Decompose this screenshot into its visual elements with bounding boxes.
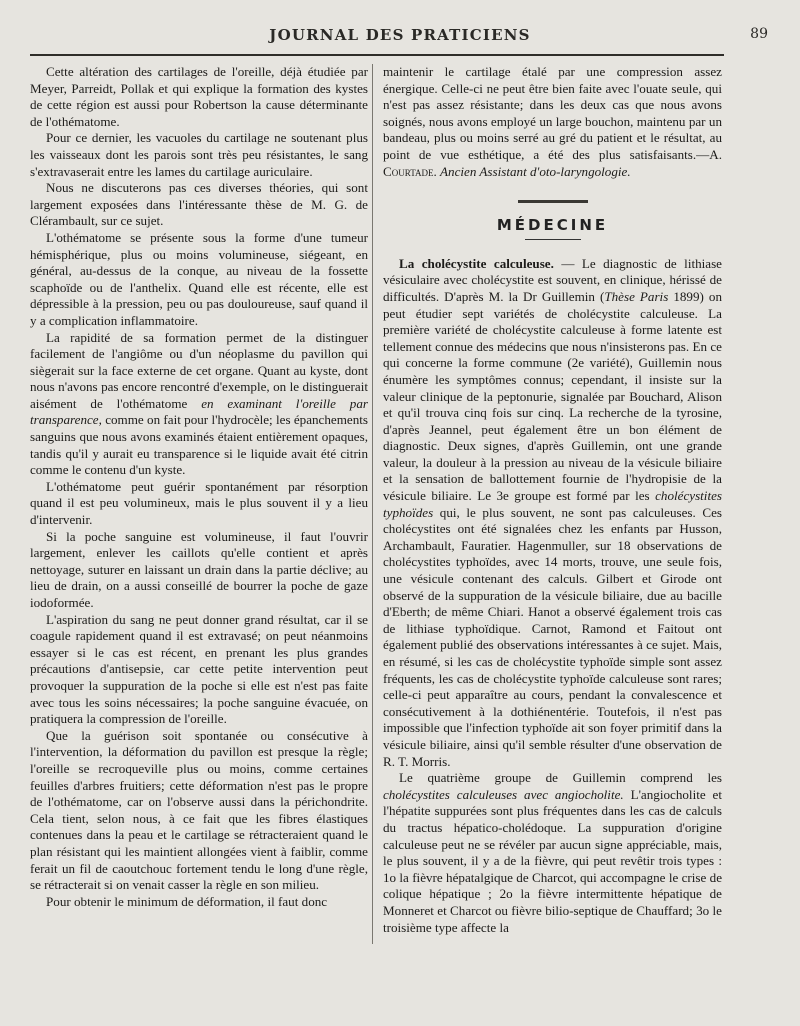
section-title: MÉDECINE (496, 216, 609, 235)
page-header (30, 26, 770, 50)
thesis-citation: Thèse Paris (604, 288, 669, 304)
right-column (383, 64, 722, 1014)
paragraph-text: maintenir le cartilage étalé par une compression assez énergique. Celle-ci ne peut être bien faite avec l'ouate seule, qui n'est pas assez résistante; dans les deux cas que nous avons soignés, nous avons employé un large bouchon, maintenu par un bandeau, plus ou moins serré au gré du patient et le résultat, au point de vue esthétique, a été des plus satisfaisants.— (383, 64, 722, 162)
paragraph-text: comme on fait pour l'hydrocèle; les épanchements sanguins que nous avons examinés étaient entièrement opaques, tandis qu'il y aurait eu transparence si le liquide avait été citrin comme le contenu d'un kyste. (30, 412, 368, 478)
paragraph-text: qui, le plus souvent, ne sont pas calculeuses. Ces cholécystites ont été signalées chez les enfants par Husson, Archambault, Fauratier. Hagenmuller, sur 18 observations de cholécystites typhoïdes, avec 14 morts, trouve, une seule fois, une vésicule contenant des calculs. Gilbert et Girode ont observé de la suppuration de la vésicule biliaire, due au bacille d'Eberth; de même Chiari. Hanot a observé également trois cas de lithiase typhoïdique. Carnot, Ramond et Faitout ont également publié des observations intéressantes à ce sujet. Mais, en résumé, si les cas de cholécystite typhoïde simple sont assez fréquents, les cas de cholécystite typhoïde calculeuse sont rares; celle-ci peut apparaître au cours, pendant la convalescence et consécutivement à la dothiénentérie. Toutefois, il n'est pas impossible que l'infection typhoïde ait son foyer primitif dans la vésicule biliaire, ainsi qu'il semble résulter d'une observation de R. T. Morris. (383, 504, 722, 769)
paragraph: L'othématome peut guérir spontanément par résorption quand il est peu volumineux, mais le plus souvent il y a lieu d'intervenir. (30, 478, 368, 528)
paragraph: Si la poche sanguine est volumineuse, il faut l'ouvrir largement, enlever les caillots qu'elle contient et après nettoyage, suturer en laissant un drain dans la partie déclive; au lieu de drain, on a aussi conseillé de bourrer la poche de gaze iodoformée. (30, 528, 368, 610)
paragraph: L'aspiration du sang ne peut donner grand résultat, car il se coagule rapidement quand il est extravasé; on peut néanmoins essayer si le cas est récent, en prenant les plus grandes précautions d'antisepsie, car cette petite intervention peut provoquer la suppuration de la poche si elle est n'est pas faite avec tous les soins nécessaires; la poche sanguine évacuée, on pratiquera la compression de l'oreille. (30, 611, 368, 727)
section-heading (383, 200, 722, 240)
italic-phrase: cholécystites calculeuses avec angiocholite. (383, 786, 624, 802)
paragraph (30, 330, 368, 479)
paragraph (383, 770, 722, 936)
section-rule (525, 239, 581, 240)
article-lead: La cholécystite calculeuse. (399, 255, 554, 271)
paragraph-text: 1899) on peut étudier sept variétés de cholécystite calculeuse. La première variété de cholécystite calculeuse à forme latente est tellement connue des médecins que nous n'insisterons pas. En ce qui concerne la forme commune (2e variété), Guillemin nous énumère les symptômes connus; cependant, il insiste sur la valeur clinique de la peptonurie, signalée par Bouchard, Alison et qu'il trouva cinq fois sur cinq. La recherche de la tyrosine, d'après Jeannel, peut également être un bon élément de diagnostic. Deux signes, d'après Guillemin, ont une grande valeur, la douleur à la pression au niveau de la vésicule biliaire et la sensation de ballottement fournie de l'hydropisie de la vésicule biliaire. Le 3e groupe est formé par les (383, 288, 722, 504)
paragraph: Pour obtenir le minimum de déformation, il faut donc (46, 893, 328, 909)
paragraph: L'othématome se présente sous la forme d'une tumeur hémisphérique, plus ou moins volumineuse, siégeant, en général, au-dessus de la conque, au niveau de la fossette scaphoïde ou de l'anthelix. Quand elle est récente, elle est dépressible à la pression, peu ou pas douloureuse, sauf quand il y a complication inflammatoire. (30, 229, 368, 328)
italic-phrase: cholécystites typhoïdes (383, 488, 722, 520)
paragraph-text: La rapidité de sa formation permet de la distinguer facilement de l'angiôme ou d'un néoplasme du pavillon qui siègerait sur la face externe de cet organe. Quant au kyste, dont nous n'avons pas encore rencontré d'exemple, on le distinguerait aisément de l'othématome (30, 329, 368, 411)
paragraph: Que la guérison soit spontanée ou consécutive à l'intervention, la déformation du pavillon est presque la règle; l'oreille se recroqueville plus ou moins, comme certaines feuilles d'arbres fruitiers; cette déformation n'est pas le propre de l'othématome, car on l'observe aussi dans la périchondrite. Cela tient, selon nous, à ce fait que les fibres élastiques contenues dans la peau et le cartilage se rétracteraient quand le plan résistant qui les maintient allongées vient à faiblir, comme ferait un fil de caoutchouc fortement tendu le long d'une règle, se rétracterait si on venait casser la règle en son milieu. (30, 727, 368, 893)
author-name: A. Courtade. (383, 146, 722, 179)
running-title: JOURNAL DES PRATICIENS (269, 26, 531, 44)
paragraph (383, 256, 722, 770)
author-title: Ancien Assistant d'oto-laryngologie. (440, 163, 631, 179)
paragraph: Nous ne discuterons pas ces diverses théories, qui sont largement exposées dans l'intéressante thèse de M. G. de Clérambault, sur ce sujet. (30, 180, 368, 229)
column-divider (372, 64, 373, 944)
paragraph: Cette altération des cartilages de l'oreille, déjà étudiée par Meyer, Parreidt, Pollak et qui explique la formation des kystes de cette région est aussi pour Robertson la cause déterminante de l'othématome. (30, 64, 368, 129)
italic-phrase: en examinant l'oreille par transparence, (30, 395, 368, 428)
paragraph-text: Le quatrième groupe de Guillemin comprend les (399, 770, 722, 786)
paragraph-text: — Le diagnostic de lithiase vésiculaire avec cholécystite est souvent, en clinique, hérissé de difficultés. D'après M. la Dr Guillemin ( (383, 255, 722, 304)
paragraph-text: L'angiocholite et l'hépatite suppurées sont plus fréquentes dans les cas de calculs du tractus hépatico-cholédoque. La suppuration d'origine calculeuse peut ne se révéler par aucun signe appréciable, mais, le plus souvent, il y a de la fièvre, qui peut revêtir trois types : 1o la fièvre hépatalgique de Charcot, qui accompagne le crise de colique hépatique ; 2o la fièvre intermittente hépatique de Monneret et Charcot ou fièvre bilio-septique de Chauffard; 3o le troisième type affecte la (383, 786, 722, 935)
page-number: 89 (750, 26, 768, 42)
paragraph: Pour ce dernier, les vacuoles du cartilage ne soutenant plus les vaisseaux dont les parois sont très peu résistantes, le sang s'extravaserait entre les lames du cartilage auriculaire. (30, 130, 368, 179)
paragraph (383, 64, 722, 180)
left-column (30, 64, 368, 1014)
header-rule (30, 54, 724, 56)
